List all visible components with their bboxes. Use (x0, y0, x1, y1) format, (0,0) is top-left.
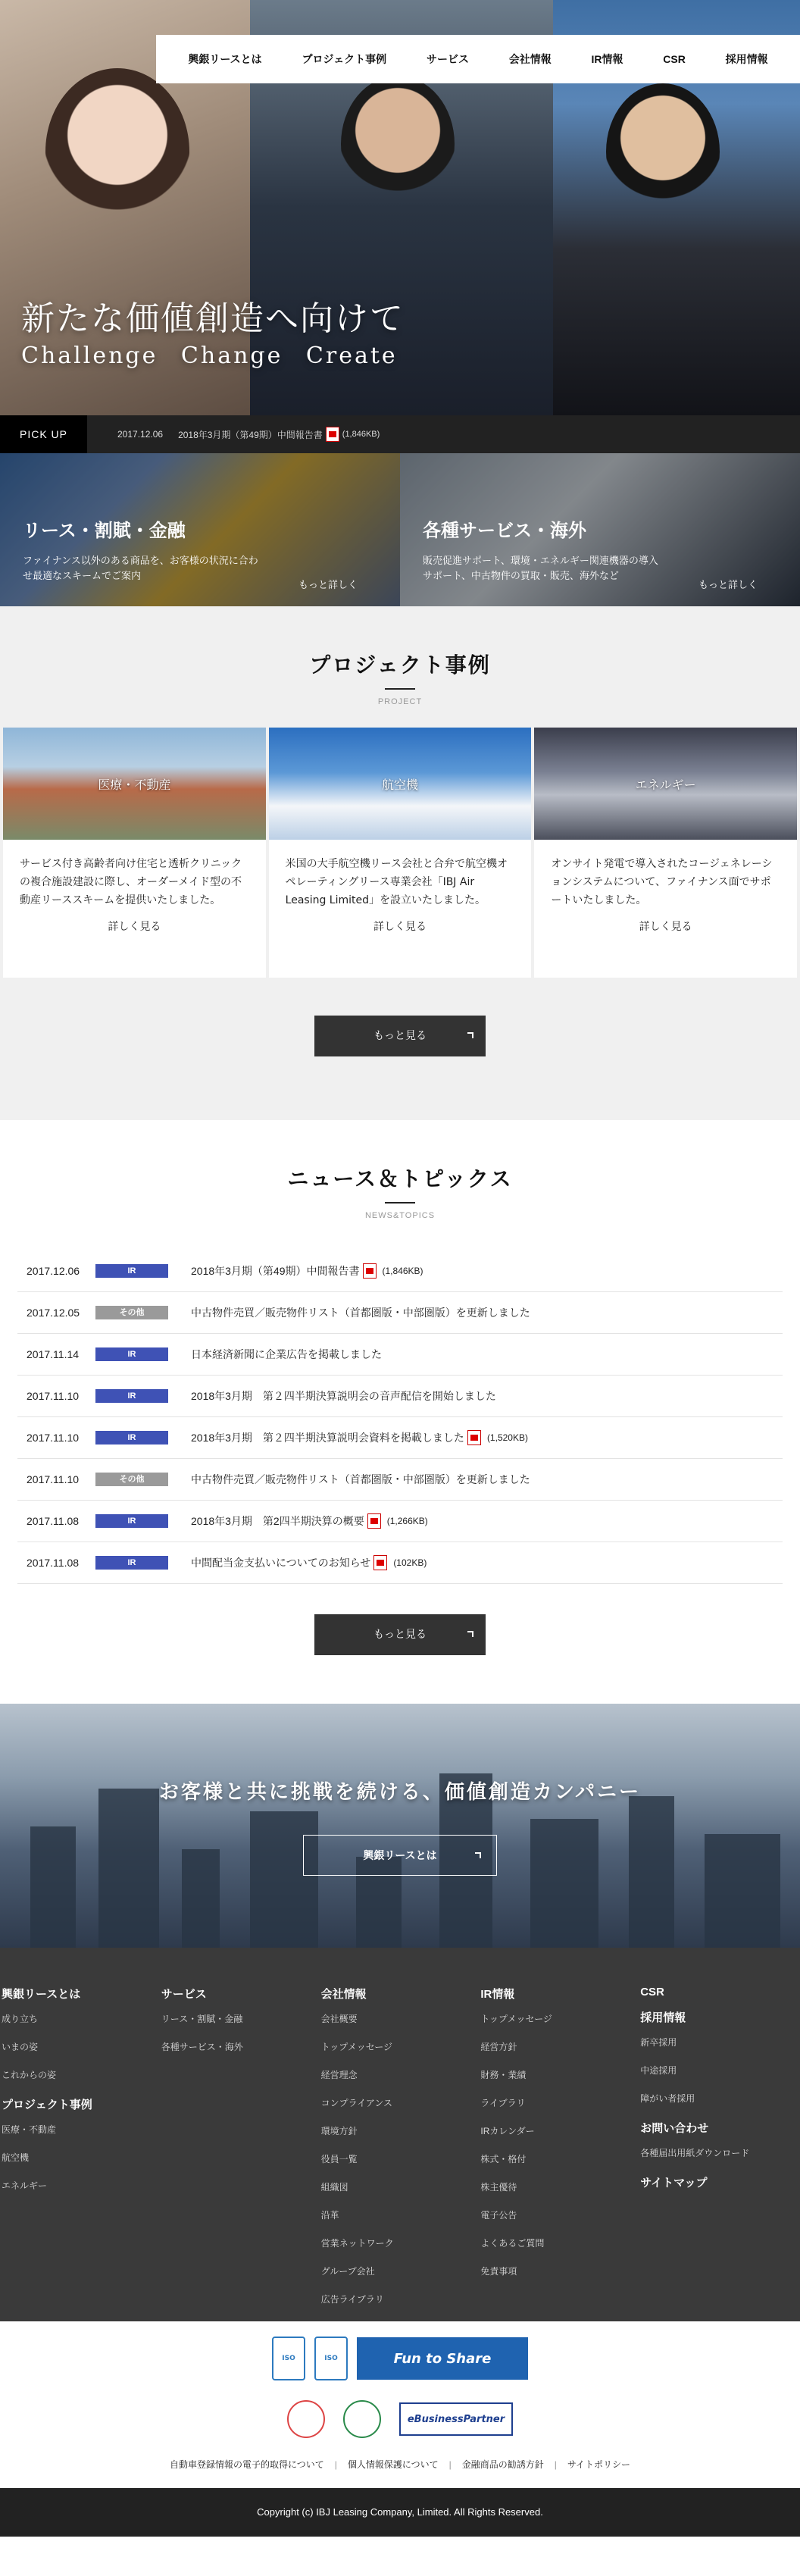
project-detail-link[interactable]: 詳しく見る (108, 921, 161, 933)
pdf-icon (367, 1513, 381, 1529)
pdf-icon (467, 1430, 481, 1445)
service-more-link[interactable]: もっと詳しく (698, 580, 758, 591)
footer-link[interactable]: 航空機 (2, 2152, 30, 2163)
news-row[interactable] (17, 1334, 783, 1376)
news-title-link[interactable]: 2018年3月期（第49期）中間報告書 (191, 1265, 360, 1277)
news-file-size: (1,266KB) (386, 1516, 428, 1526)
footer-link[interactable]: 経営理念 (320, 2070, 358, 2080)
footer-heading[interactable]: プロジェクト事例 (2, 2099, 92, 2111)
footer-heading[interactable]: お問い合わせ (640, 2122, 709, 2135)
news-date: 2017.11.08 (27, 1557, 80, 1569)
project-text: サービス付き高齢者向け住宅と透析クリニックの複合施設建設に際し、オーダーメイド型の不動産リーススキームを提供いたしました。 (20, 858, 242, 906)
title-divider (385, 688, 415, 690)
hero-catch-jp: 新たな価値創造へ向けて (21, 299, 405, 338)
hero-catch-en: Challenge Change Create (21, 343, 398, 369)
news-row[interactable] (17, 1292, 783, 1334)
footer-heading[interactable]: サイトマップ (640, 2177, 708, 2189)
footer-nav (0, 1948, 800, 2321)
ebusiness-partner-logo[interactable]: eBusinessPartner (399, 2402, 513, 2436)
pickup-link[interactable]: 2018年3月期（第49期）中間報告書 (178, 429, 323, 440)
iso-cert-icon: ISO (314, 2337, 348, 2380)
service-desc: 販売促進サポート、環境・エネルギー関連機器の導入サポート、中古物件の買取・販売、海外など (423, 556, 658, 582)
news-category-badge: IR (95, 1514, 168, 1528)
kurumin-mark-icon (287, 2400, 325, 2438)
project-cards (0, 728, 800, 978)
news-row[interactable] (17, 1376, 783, 1417)
hero (0, 0, 800, 415)
footer-link[interactable]: 中途採用 (640, 2065, 677, 2076)
news-date: 2017.11.10 (27, 1432, 80, 1444)
footer-link[interactable]: 会社概要 (320, 2014, 358, 2024)
news-date: 2017.11.10 (27, 1473, 80, 1485)
project-card[interactable] (3, 728, 266, 978)
footer-link[interactable]: 沿革 (320, 2210, 339, 2221)
news-category-badge: IR (95, 1431, 168, 1445)
footer-link[interactable]: 広告ライブラリ (320, 2294, 384, 2305)
project-label: 医療・不動産 (98, 777, 171, 792)
copyright: Copyright (c) IBJ Leasing Company, Limited. All Rights Reserved. (0, 2488, 800, 2537)
footer-link[interactable]: トップメッセージ (480, 2014, 552, 2024)
news-title-link[interactable]: 中間配当金支払いについてのお知らせ (191, 1557, 371, 1569)
footer-link[interactable]: よくあるご質問 (480, 2238, 545, 2249)
footer-link[interactable]: 株式・格付 (480, 2154, 527, 2164)
footer-link[interactable]: 株主優待 (480, 2182, 517, 2193)
news-date: 2017.11.08 (27, 1515, 80, 1527)
news-category-badge: その他 (95, 1473, 168, 1486)
news-section (0, 1120, 800, 1704)
news-date: 2017.12.05 (27, 1307, 80, 1319)
news-row[interactable] (17, 1459, 783, 1501)
service-desc: ファイナンス以外のある商品を、お客様の状況に合わせ最適なスキームでご案内 (23, 556, 258, 582)
footer-link[interactable]: 役員一覧 (320, 2154, 358, 2164)
news-title-link[interactable]: 2018年3月期 第２四半期決算説明会の音声配信を開始しました (191, 1390, 496, 1402)
project-more-button[interactable]: もっと見る (314, 1016, 486, 1056)
footer-link[interactable]: 環境方針 (320, 2126, 358, 2136)
project-card[interactable] (269, 728, 532, 978)
footer-link[interactable]: 電子公告 (480, 2210, 517, 2221)
eruboshi-mark-icon (343, 2400, 381, 2438)
cert-logos-row (0, 2335, 800, 2382)
pickup-bar (0, 415, 800, 453)
nav-csr[interactable]: CSR (663, 53, 686, 65)
pickup-label: PICK UP (0, 415, 87, 453)
project-text: 米国の大手航空機リース会社と合弁で航空機オペレーティングリース専業会社「IBJ Air Leasing Limited」を設立いたしました。 (285, 858, 508, 906)
news-date: 2017.11.14 (27, 1348, 80, 1360)
footer-col-others (640, 1986, 800, 2321)
global-nav (156, 35, 800, 83)
project-section (0, 606, 800, 1120)
banner-about-button[interactable]: 興銀リースとは (303, 1835, 497, 1876)
project-label: エネルギー (635, 777, 696, 792)
news-file-size: (102KB) (393, 1557, 427, 1568)
pickup-date: 2017.12.06 (117, 429, 164, 440)
footer-link[interactable]: 医療・不動産 (2, 2124, 57, 2135)
footer-link[interactable]: 各種サービス・海外 (161, 2042, 243, 2052)
news-file-size: (1,520KB) (486, 1432, 528, 1443)
news-category-badge: IR (95, 1389, 168, 1403)
footer-link-ecert[interactable]: 自動車登録情報の電子的取得について (169, 2459, 324, 2470)
project-image-aircraft (269, 728, 532, 840)
news-list (17, 1250, 783, 1584)
news-title-link[interactable]: 中古物件売買／販売物件リスト（首都圏版・中部圏版）を更新しました (191, 1307, 530, 1319)
footer-link[interactable]: 組織図 (320, 2182, 348, 2193)
project-label: 航空機 (382, 777, 419, 792)
footer-heading[interactable]: 採用情報 (640, 2011, 686, 2024)
partner-logos-row (0, 2399, 800, 2440)
footer-heading[interactable]: 興銀リースとは (2, 1988, 81, 2001)
footer-link[interactable]: リース・割賦・金融 (161, 2014, 243, 2024)
footer-link[interactable]: これからの姿 (2, 2070, 57, 2080)
news-title-link[interactable]: 2018年3月期 第２四半期決算説明会資料を掲載しました (191, 1432, 464, 1444)
footer-link[interactable]: トップメッセージ (320, 2042, 393, 2052)
footer-link[interactable]: 新卒採用 (640, 2037, 677, 2048)
iso-cert-icon: ISO (272, 2337, 305, 2380)
project-image-medical (3, 728, 266, 840)
project-detail-link[interactable]: 詳しく見る (373, 921, 427, 933)
footer-link[interactable]: 各種届出用紙ダウンロード (640, 2148, 750, 2158)
pdf-icon (326, 427, 339, 442)
service-panel-various[interactable] (400, 453, 800, 606)
news-row[interactable] (17, 1250, 783, 1292)
fun-to-share-logo[interactable]: Fun to Share (357, 2337, 528, 2380)
news-title-link[interactable]: 日本経済新聞に企業広告を掲載しました (191, 1348, 382, 1360)
project-card[interactable] (534, 728, 797, 978)
news-title-link[interactable]: 2018年3月期 第2四半期決算の概要 (191, 1515, 364, 1527)
section-title: ニュース＆トピックス (287, 1166, 513, 1191)
footer-link[interactable]: コンプライアンス (320, 2098, 393, 2108)
service-more-link[interactable]: もっと詳しく (298, 580, 358, 591)
project-image-energy (534, 728, 797, 840)
footer-heading[interactable]: IR情報 (480, 1988, 515, 2001)
nav-about[interactable]: 興銀リースとは (188, 53, 262, 65)
news-category-badge: IR (95, 1264, 168, 1278)
banner-catchcopy: お客様と共に挑戦を続ける、価値創造カンパニー (158, 1781, 642, 1804)
footer-link[interactable]: 経営方針 (480, 2042, 517, 2052)
footer-link[interactable]: 成り立ち (2, 2014, 39, 2024)
news-category-badge: IR (95, 1556, 168, 1570)
footer-col-company (321, 1986, 481, 2321)
footer-heading[interactable]: 会社情報 (320, 1988, 367, 2001)
service-title: リース・割賦・金融 (23, 520, 186, 541)
news-date: 2017.11.10 (27, 1390, 80, 1402)
news-category-badge: その他 (95, 1306, 168, 1319)
news-category-badge: IR (95, 1347, 168, 1361)
footer-link-solicitation[interactable]: 金融商品の勧誘方針 (461, 2459, 544, 2470)
footer-col-service (161, 1986, 321, 2321)
pdf-icon (363, 1263, 377, 1279)
hero-copy (21, 291, 405, 369)
footer-heading[interactable]: CSR (640, 1986, 664, 1999)
service-title: 各種サービス・海外 (423, 520, 586, 541)
footer-link[interactable]: いまの姿 (2, 2042, 39, 2052)
news-title-link[interactable]: 中古物件売買／販売物件リスト（首都圏版・中部圏版）を更新しました (191, 1473, 530, 1485)
footer-link[interactable]: エネルギー (2, 2180, 48, 2191)
pickup-size: (1,846KB) (342, 430, 380, 439)
footer-link[interactable]: IRカレンダー (480, 2126, 535, 2136)
nav-service[interactable]: サービス (426, 53, 469, 65)
footer-links: 自動車登録情報の電子的取得について | 個人情報保護について | 金融商品の勧誘方針 | サイトポリシー (0, 2458, 800, 2471)
footer-link[interactable]: 障がい者採用 (640, 2093, 695, 2104)
project-detail-link[interactable]: 詳しく見る (639, 921, 692, 933)
footer-link[interactable]: 営業ネットワーク (320, 2238, 394, 2249)
news-more-button[interactable]: もっと見る (314, 1614, 486, 1655)
corporate-banner (0, 1704, 800, 1948)
section-subtitle: NEWS&TOPICS (364, 1211, 436, 1220)
nav-ir[interactable]: IR情報 (591, 53, 623, 65)
nav-company[interactable]: 会社情報 (508, 53, 552, 65)
footer-link-sitepolicy[interactable]: サイトポリシー (567, 2459, 631, 2470)
project-text: オンサイト発電で導入されたコージェネレーションシステムについて、ファイナンス面でサポートいたしました。 (551, 858, 773, 906)
service-panel-lease[interactable] (0, 453, 400, 606)
news-row[interactable] (17, 1501, 783, 1542)
service-panels (0, 453, 800, 606)
footer-link[interactable]: ライブラリ (480, 2098, 526, 2108)
footer-link[interactable]: 免責事項 (480, 2266, 517, 2277)
footer-col-ir (480, 1986, 640, 2321)
title-divider (385, 1202, 415, 1203)
section-title: プロジェクト事例 (309, 653, 491, 678)
news-date: 2017.12.06 (27, 1265, 80, 1277)
footer-link[interactable]: グループ会社 (320, 2266, 375, 2277)
news-file-size: (1,846KB) (382, 1266, 423, 1276)
footer-link[interactable]: 財務・業績 (480, 2070, 527, 2080)
footer-link-privacy[interactable]: 個人情報保護について (347, 2459, 439, 2470)
footer-heading[interactable]: サービス (161, 1988, 207, 2001)
pdf-icon (373, 1555, 387, 1570)
nav-project[interactable]: プロジェクト事例 (302, 53, 387, 65)
news-row[interactable] (17, 1542, 783, 1584)
certification-area (0, 2321, 800, 2488)
section-subtitle: PROJECT (377, 697, 423, 706)
news-row[interactable] (17, 1417, 783, 1459)
footer-col-about (2, 1986, 161, 2321)
nav-recruit[interactable]: 採用情報 (725, 53, 768, 65)
